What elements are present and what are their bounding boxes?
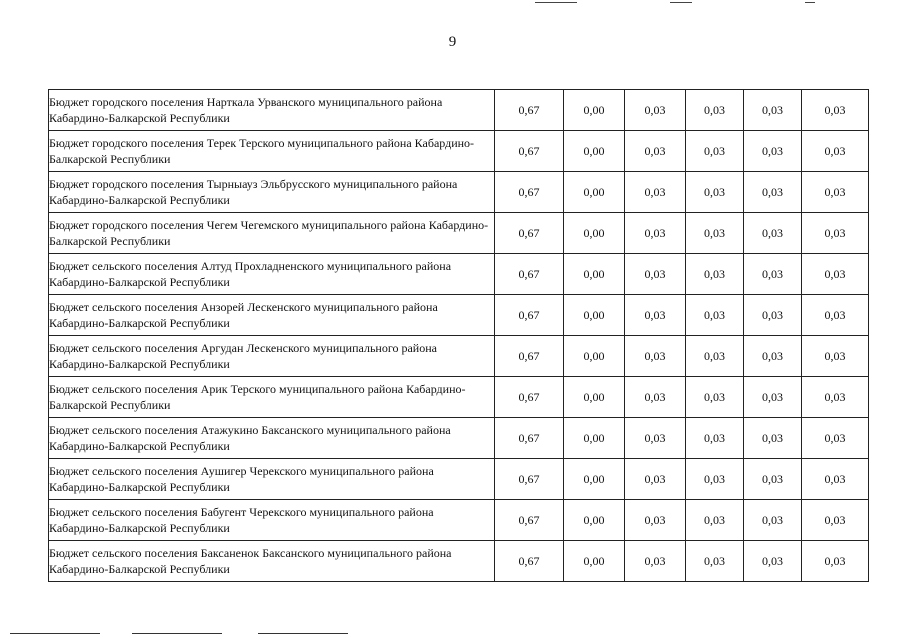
budget-name-cell: Бюджет городского поселения Нарткала Урванского муниципального района Кабардино-Балкарской Республики: [49, 90, 495, 131]
value-cell: 0,03: [625, 377, 686, 418]
value-cell: 0,67: [495, 377, 564, 418]
value-cell: 0,00: [564, 336, 625, 377]
value-cell: 0,00: [564, 254, 625, 295]
budget-name-cell: Бюджет городского поселения Тырныауз Эльбрусского муниципального района Кабардино-Балкарской Республики: [49, 172, 495, 213]
value-cell: 0,03: [625, 336, 686, 377]
top-mark: [535, 2, 577, 3]
budget-name-cell: Бюджет сельского поселения Баксаненок Баксанского муниципального района Кабардино-Балкарской Республики: [49, 541, 495, 582]
value-cell: 0,03: [686, 172, 744, 213]
value-cell: 0,67: [495, 418, 564, 459]
bottom-mark: [10, 633, 100, 634]
table-row: [49, 459, 869, 500]
value-cell: 0,67: [495, 90, 564, 131]
value-cell: 0,03: [802, 131, 869, 172]
value-cell: 0,03: [744, 459, 802, 500]
top-mark: [670, 2, 692, 3]
value-cell: 0,03: [802, 541, 869, 582]
value-cell: 0,67: [495, 336, 564, 377]
value-cell: 0,03: [686, 254, 744, 295]
table-row: [49, 500, 869, 541]
value-cell: 0,03: [744, 213, 802, 254]
value-cell: 0,03: [802, 336, 869, 377]
budget-name-cell: Бюджет сельского поселения Атажукино Баксанского муниципального района Кабардино-Балкарской Республики: [49, 418, 495, 459]
value-cell: 0,03: [802, 254, 869, 295]
value-cell: 0,03: [625, 541, 686, 582]
bottom-mark: [258, 633, 348, 634]
table-row: [49, 336, 869, 377]
value-cell: 0,03: [744, 295, 802, 336]
value-cell: 0,03: [802, 377, 869, 418]
value-cell: 0,03: [625, 459, 686, 500]
value-cell: 0,03: [686, 295, 744, 336]
value-cell: 0,03: [802, 172, 869, 213]
budget-name-cell: Бюджет сельского поселения Аушигер Черекского муниципального района Кабардино-Балкарской Республики: [49, 459, 495, 500]
table-row: [49, 131, 869, 172]
budget-name-cell: Бюджет сельского поселения Анзорей Лескенского муниципального района Кабардино-Балкарской Республики: [49, 295, 495, 336]
table-row: [49, 172, 869, 213]
budget-name-cell: Бюджет сельского поселения Алтуд Прохладненского муниципального района Кабардино-Балкарской Республики: [49, 254, 495, 295]
value-cell: 0,00: [564, 459, 625, 500]
value-cell: 0,00: [564, 131, 625, 172]
value-cell: 0,03: [744, 90, 802, 131]
value-cell: 0,03: [802, 213, 869, 254]
table-row: [49, 295, 869, 336]
table-row: [49, 377, 869, 418]
value-cell: 0,03: [686, 213, 744, 254]
value-cell: 0,00: [564, 213, 625, 254]
value-cell: 0,00: [564, 295, 625, 336]
value-cell: 0,03: [625, 295, 686, 336]
value-cell: 0,03: [625, 418, 686, 459]
value-cell: 0,03: [744, 254, 802, 295]
value-cell: 0,67: [495, 459, 564, 500]
value-cell: 0,03: [686, 336, 744, 377]
value-cell: 0,03: [625, 90, 686, 131]
value-cell: 0,03: [802, 459, 869, 500]
budget-name-cell: Бюджет сельского поселения Арик Терского муниципального района Кабардино-Балкарской Республики: [49, 377, 495, 418]
value-cell: 0,03: [802, 295, 869, 336]
value-cell: 0,03: [744, 172, 802, 213]
value-cell: 0,03: [686, 90, 744, 131]
value-cell: 0,67: [495, 500, 564, 541]
value-cell: 0,03: [686, 377, 744, 418]
value-cell: 0,67: [495, 213, 564, 254]
value-cell: 0,03: [686, 418, 744, 459]
top-mark: [805, 2, 815, 3]
value-cell: 0,03: [744, 131, 802, 172]
budget-name-cell: Бюджет городского поселения Терек Терского муниципального района Кабардино-Балкарской Республики: [49, 131, 495, 172]
top-edge-marks: [0, 0, 905, 10]
budget-name-cell: Бюджет сельского поселения Бабугент Черекского муниципального района Кабардино-Балкарской Республики: [49, 500, 495, 541]
table-row: [49, 541, 869, 582]
page-number: 9: [448, 34, 457, 50]
value-cell: 0,03: [686, 459, 744, 500]
bottom-mark: [132, 633, 222, 634]
value-cell: 0,03: [686, 541, 744, 582]
value-cell: 0,03: [744, 500, 802, 541]
value-cell: 0,67: [495, 295, 564, 336]
budget-name-cell: Бюджет сельского поселения Аргудан Лескенского муниципального района Кабардино-Балкарской Республики: [49, 336, 495, 377]
value-cell: 0,03: [686, 131, 744, 172]
value-cell: 0,00: [564, 541, 625, 582]
value-cell: 0,03: [625, 213, 686, 254]
table-row: [49, 90, 869, 131]
value-cell: 0,67: [495, 131, 564, 172]
value-cell: 0,00: [564, 418, 625, 459]
table-row: [49, 418, 869, 459]
value-cell: 0,67: [495, 254, 564, 295]
value-cell: 0,00: [564, 172, 625, 213]
value-cell: 0,00: [564, 377, 625, 418]
table-row: [49, 213, 869, 254]
value-cell: 0,00: [564, 90, 625, 131]
table-row: [49, 254, 869, 295]
value-cell: 0,03: [686, 500, 744, 541]
value-cell: 0,03: [744, 418, 802, 459]
value-cell: 0,67: [495, 541, 564, 582]
value-cell: 0,03: [625, 254, 686, 295]
value-cell: 0,03: [802, 418, 869, 459]
budget-allocation-table: [48, 89, 869, 582]
value-cell: 0,03: [744, 336, 802, 377]
value-cell: 0,00: [564, 500, 625, 541]
value-cell: 0,03: [802, 500, 869, 541]
value-cell: 0,03: [802, 90, 869, 131]
value-cell: 0,03: [625, 131, 686, 172]
value-cell: 0,67: [495, 172, 564, 213]
value-cell: 0,03: [744, 377, 802, 418]
value-cell: 0,03: [625, 172, 686, 213]
value-cell: 0,03: [744, 541, 802, 582]
value-cell: 0,03: [625, 500, 686, 541]
budget-name-cell: Бюджет городского поселения Чегем Чегемского муниципального района Кабардино-Балкарской Республики: [49, 213, 495, 254]
